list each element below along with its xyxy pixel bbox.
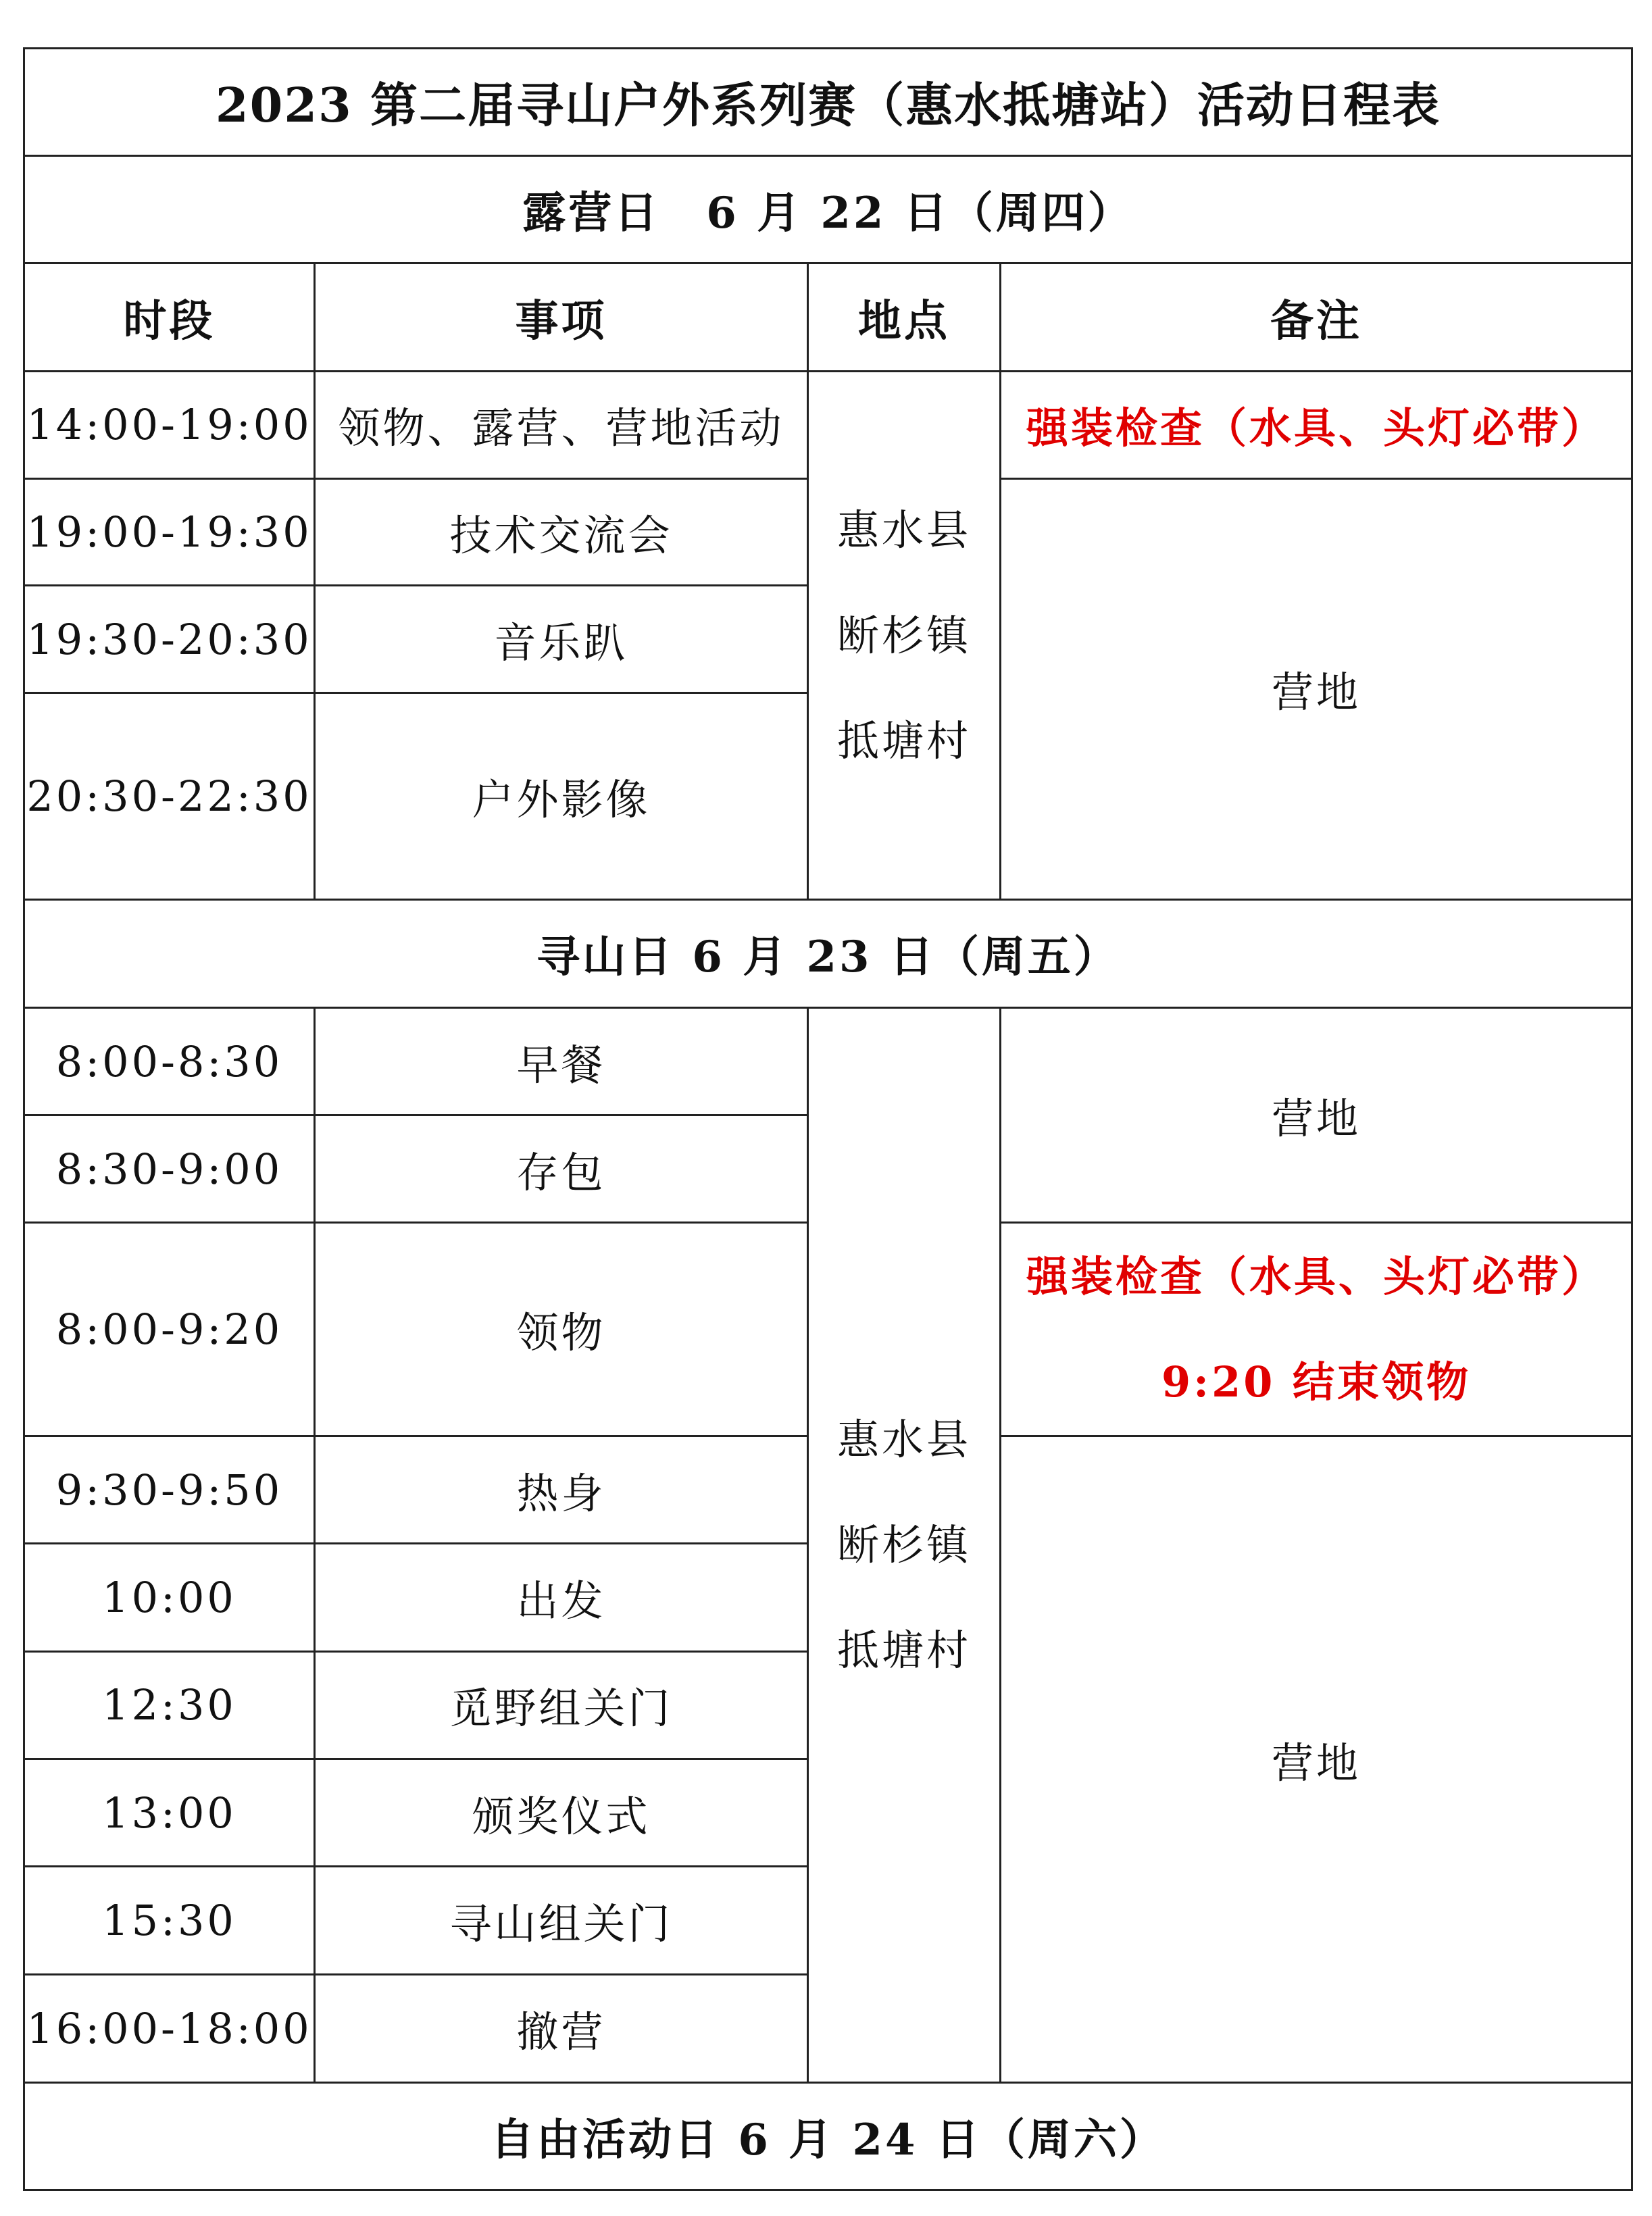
day2-note-check-cell xyxy=(1001,1223,1632,1436)
day2-header-row xyxy=(24,900,1632,1008)
time-cell: 14:00-19:00 xyxy=(24,371,315,478)
header-item: 事项 xyxy=(315,263,808,372)
place-town: 断杉镇 xyxy=(836,610,971,660)
time-cell: 20:30-22:30 xyxy=(24,692,315,899)
item-cell: 觅野组关门 xyxy=(315,1651,808,1759)
time-cell: 12:30 xyxy=(24,1651,315,1759)
item-cell: 颁奖仪式 xyxy=(315,1759,808,1867)
header-time: 时段 xyxy=(24,263,315,372)
time-cell: 19:00-19:30 xyxy=(24,478,315,586)
time-cell: 19:30-20:30 xyxy=(24,586,315,693)
header-note: 备注 xyxy=(1001,263,1632,372)
day1-place-cell xyxy=(808,371,1001,899)
item-cell: 领物 xyxy=(315,1223,808,1436)
place-village: 抵塘村 xyxy=(836,1625,971,1675)
table-row xyxy=(24,371,1632,478)
table-row xyxy=(24,1007,1632,1115)
time-cell: 8:00-9:20 xyxy=(24,1223,315,1436)
time-cell: 13:00 xyxy=(24,1759,315,1867)
item-cell: 领物、露营、营地活动 xyxy=(315,371,808,478)
schedule-table xyxy=(23,47,1633,2191)
place-town: 断杉镇 xyxy=(836,1519,971,1569)
day2-note-check: 强装检查（水具、头灯必带） xyxy=(1026,1251,1607,1301)
column-header-row xyxy=(24,263,1632,372)
header-place: 地点 xyxy=(808,263,1001,372)
item-cell: 撤营 xyxy=(315,1974,808,2083)
day3-label: 自由活动日 6 月 24 日（周六） xyxy=(24,2083,1632,2190)
item-cell: 早餐 xyxy=(315,1007,808,1115)
time-cell: 8:30-9:00 xyxy=(24,1115,315,1223)
day2-note-end: 9:20 结束领物 xyxy=(1161,1357,1471,1407)
item-cell: 户外影像 xyxy=(315,692,808,899)
item-cell: 音乐趴 xyxy=(315,586,808,693)
time-cell: 10:00 xyxy=(24,1543,315,1651)
item-cell: 出发 xyxy=(315,1543,808,1651)
day1-note-check: 强装检查（水具、头灯必带） xyxy=(1001,371,1632,478)
day1-label: 露营日 6 月 22 日（周四） xyxy=(24,155,1632,263)
day2-note-camp-top: 营地 xyxy=(1001,1007,1632,1222)
item-cell: 存包 xyxy=(315,1115,808,1223)
page-title: 2023 第二届寻山户外系列赛（惠水抵塘站）活动日程表 xyxy=(24,49,1632,156)
time-cell: 9:30-9:50 xyxy=(24,1436,315,1544)
day2-label: 寻山日 6 月 23 日（周五） xyxy=(24,900,1632,1008)
time-cell: 15:30 xyxy=(24,1866,315,1974)
day1-header-row xyxy=(24,155,1632,263)
item-cell: 技术交流会 xyxy=(315,478,808,586)
day3-header-row xyxy=(24,2083,1632,2190)
time-cell: 8:00-8:30 xyxy=(24,1007,315,1115)
day2-place-cell xyxy=(808,1007,1001,2082)
time-cell: 16:00-18:00 xyxy=(24,1974,315,2083)
place-village: 抵塘村 xyxy=(836,715,971,765)
day2-note-camp-bottom: 营地 xyxy=(1001,1436,1632,2083)
day1-note-camp: 营地 xyxy=(1001,478,1632,900)
place-county: 惠水县 xyxy=(836,505,971,555)
title-row xyxy=(24,49,1632,156)
item-cell: 寻山组关门 xyxy=(315,1866,808,1974)
place-county: 惠水县 xyxy=(836,1414,971,1464)
item-cell: 热身 xyxy=(315,1436,808,1544)
